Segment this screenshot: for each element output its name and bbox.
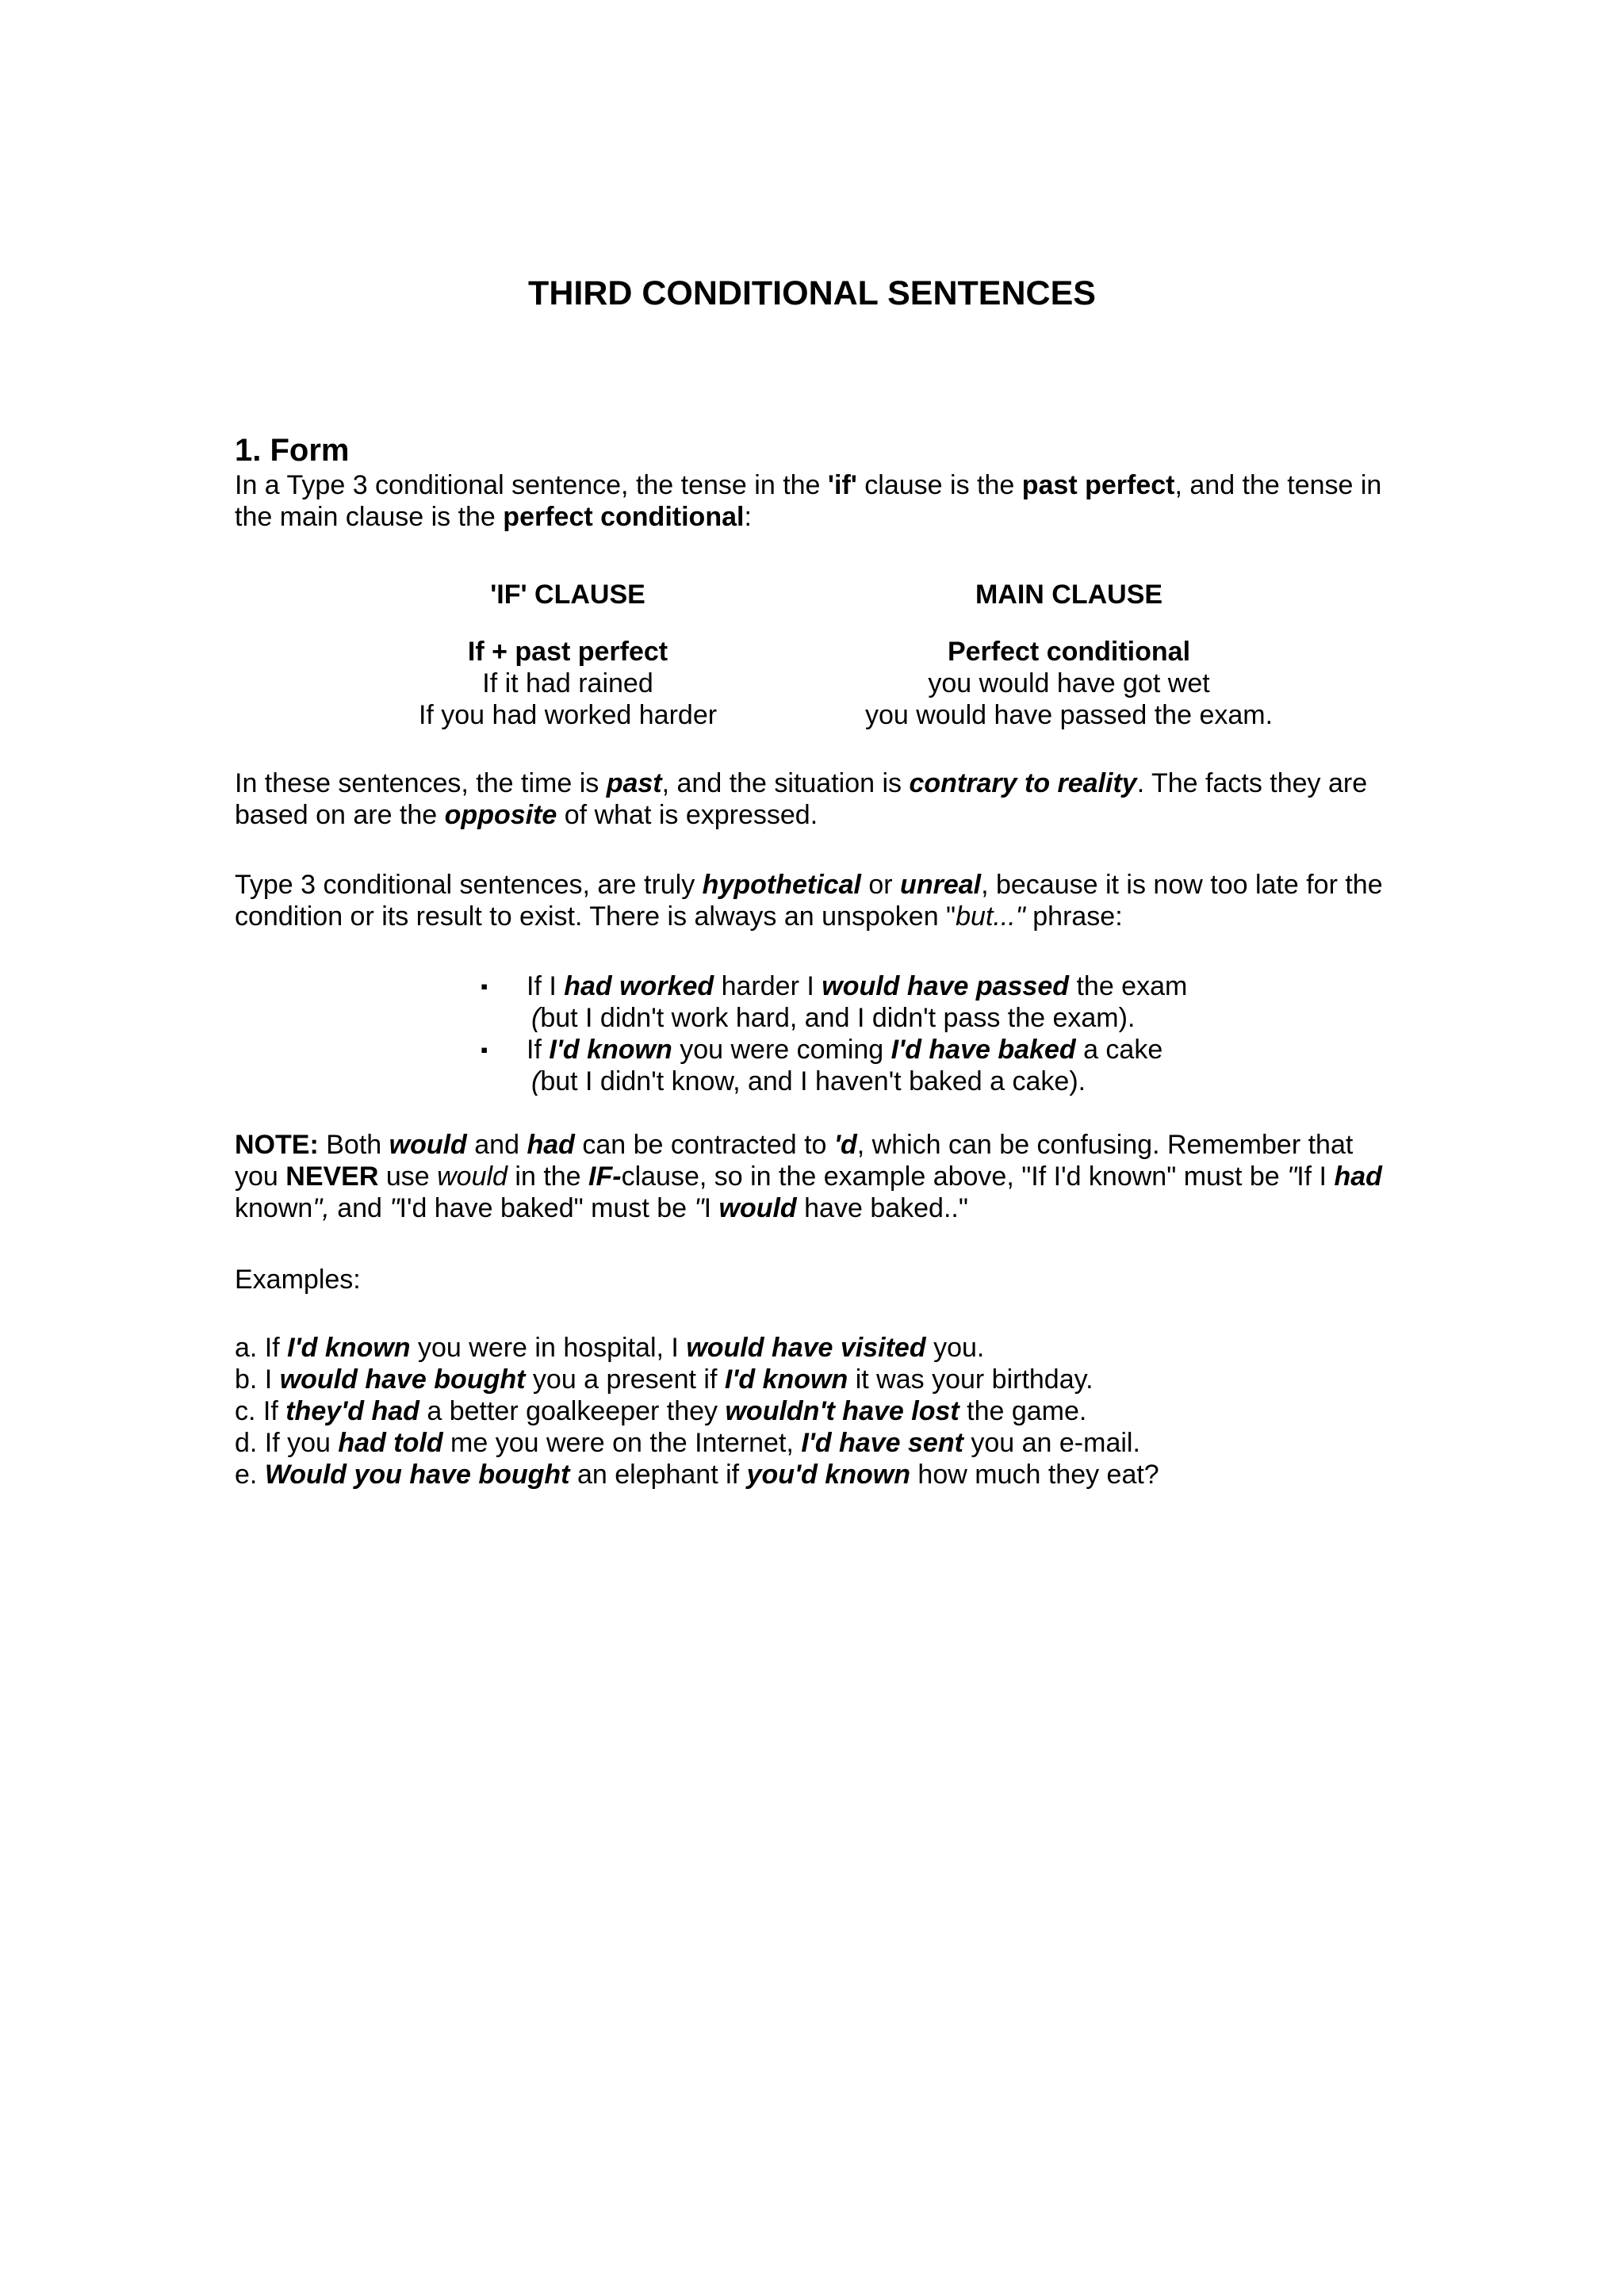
text: , because it is now too late for the condition or its result to exist. There is always an unspoken " [235, 870, 1383, 932]
bullet-item [476, 1034, 1427, 1066]
italic-text: ", [312, 1193, 330, 1223]
text: I'd have baked" must be [399, 1193, 695, 1223]
text: you were coming [672, 1035, 891, 1065]
bold-italic-text: wouldn't have lost [725, 1396, 959, 1426]
section-heading-form: 1. Form [235, 433, 350, 468]
text: Both [318, 1130, 389, 1160]
text: a better goalkeeper they [419, 1396, 726, 1426]
italic-text: ( [531, 1003, 541, 1033]
text: : [744, 502, 752, 532]
text: a cake [1075, 1035, 1163, 1065]
bold-italic-text: unreal [900, 870, 982, 900]
text: but I didn't know, and I haven't baked a cake). [540, 1066, 1086, 1096]
bold-text: NOTE: [235, 1130, 319, 1160]
text: If I [527, 971, 565, 1001]
example-bullet-list [476, 970, 1427, 1097]
text: but I didn't work hard, and I didn't pass the exam). [540, 1003, 1136, 1033]
time-paragraph [235, 767, 1400, 831]
bold-italic-text: had [527, 1130, 575, 1160]
text: b. I [235, 1364, 280, 1395]
bold-italic-text: I'd have sent [801, 1428, 963, 1458]
bullet-square-icon: ▪ [481, 1038, 488, 1062]
bullet-explanation [476, 1002, 1427, 1034]
main-clause-subheader: Perfect conditional [947, 637, 1191, 667]
example-item [235, 1395, 1400, 1427]
text: use [378, 1161, 438, 1192]
bold-italic-text: I'd have baked [891, 1035, 1076, 1065]
text: you an e-mail. [963, 1428, 1140, 1458]
if-clause-subheader: If + past perfect [467, 637, 668, 667]
text: Type 3 conditional sentences, are truly [235, 870, 703, 900]
text: In a Type 3 conditional sentence, the tense in the [235, 470, 828, 500]
main-clause-row: you would have passed the exam. [864, 700, 1274, 730]
bold-italic-text: hypothetical [702, 870, 861, 900]
text: clause, so in the example above, "If I'd known" must be [621, 1161, 1288, 1192]
text: you were in hospital, I [410, 1333, 687, 1363]
bold-text: perfect conditional [503, 502, 745, 532]
bold-italic-text: would have passed [822, 971, 1070, 1001]
bullet-item [476, 970, 1427, 1002]
italic-text: " [1287, 1161, 1297, 1192]
bold-italic-text: would have visited [686, 1333, 926, 1363]
text: If I [1297, 1161, 1335, 1192]
bold-italic-text: would [389, 1130, 467, 1160]
examples-label: Examples: [235, 1265, 361, 1295]
text: clause is the [856, 470, 1022, 500]
bold-italic-text: you'd known [746, 1460, 910, 1490]
text: e. [235, 1460, 265, 1490]
bold-italic-text: Would you have bought [264, 1460, 570, 1490]
text: , and the tense in the main clause is the [235, 470, 1382, 532]
text: the game. [959, 1396, 1087, 1426]
type3-paragraph [235, 869, 1400, 932]
bullet-explanation [476, 1066, 1427, 1097]
main-clause-row: you would have got wet [928, 668, 1210, 698]
example-item [235, 1427, 1400, 1459]
bold-italic-text: had [1334, 1161, 1382, 1192]
text: in the [507, 1161, 589, 1192]
example-item [235, 1364, 1400, 1395]
text: c. If [235, 1396, 286, 1426]
bold-italic-text: would [718, 1193, 797, 1223]
italic-text: ( [531, 1066, 541, 1096]
text: a. If [235, 1333, 288, 1363]
bold-italic-text: they'd had [285, 1396, 419, 1426]
if-clause-column [330, 579, 806, 731]
italic-text: would [437, 1161, 508, 1192]
text: you a present if [525, 1364, 725, 1395]
text: known [235, 1193, 313, 1223]
bold-italic-text: opposite [444, 800, 557, 830]
bold-italic-text: I'd known [287, 1333, 411, 1363]
bold-text: NEVER [285, 1161, 379, 1192]
bullet-square-icon: ▪ [481, 974, 488, 998]
text: phrase: [1025, 901, 1123, 932]
text: and [466, 1130, 527, 1160]
if-clause-row: If you had worked harder [418, 700, 718, 730]
bold-italic-text: had told [338, 1428, 443, 1458]
text: me you were on the Internet, [442, 1428, 802, 1458]
bold-text: past perfect [1021, 470, 1175, 500]
bold-italic-text: 'd [833, 1130, 857, 1160]
main-clause-header: MAIN CLAUSE [975, 580, 1163, 610]
document-title: THIRD CONDITIONAL SENTENCES [528, 274, 1096, 312]
bold-text: 'if' [827, 470, 857, 500]
text: have baked.." [796, 1193, 968, 1223]
text: , and the situation is [661, 768, 910, 798]
bold-italic-text: I'd known [549, 1035, 672, 1065]
note-paragraph [235, 1129, 1400, 1224]
text: If [527, 1035, 550, 1065]
form-intro-paragraph [235, 469, 1400, 533]
bold-italic-text: past [606, 768, 662, 798]
if-clause-header: 'IF' CLAUSE [490, 580, 645, 610]
text: you. [925, 1333, 985, 1363]
text: d. If you [235, 1428, 339, 1458]
text: or [860, 870, 901, 900]
example-item [235, 1332, 1400, 1364]
if-clause-row: If it had rained [482, 668, 653, 698]
bold-italic-text: contrary to reality [909, 768, 1137, 798]
example-item [235, 1459, 1400, 1490]
text: how much they eat? [910, 1460, 1159, 1490]
text: of what is expressed. [557, 800, 818, 830]
text: , which can be confusing. Remember that you [235, 1130, 1354, 1192]
examples-list [235, 1332, 1400, 1490]
text: In these sentences, the time is [235, 768, 607, 798]
italic-text: " [389, 1193, 400, 1223]
bold-italic-text: had worked [564, 971, 714, 1001]
text: it was your birthday. [848, 1364, 1094, 1395]
text: an elephant if [569, 1460, 747, 1490]
text: and [329, 1193, 390, 1223]
text: the exam [1069, 971, 1188, 1001]
bold-italic-text: IF- [588, 1161, 622, 1192]
italic-text: but..." [956, 901, 1025, 932]
italic-text: " [694, 1193, 704, 1223]
text: can be contracted to [574, 1130, 834, 1160]
text: I [703, 1193, 719, 1223]
text: harder I [714, 971, 822, 1001]
main-clause-column [831, 579, 1307, 731]
bold-italic-text: I'd known [724, 1364, 848, 1395]
bold-italic-text: would have bought [279, 1364, 526, 1395]
text: . The facts they are based on are the [235, 768, 1368, 830]
